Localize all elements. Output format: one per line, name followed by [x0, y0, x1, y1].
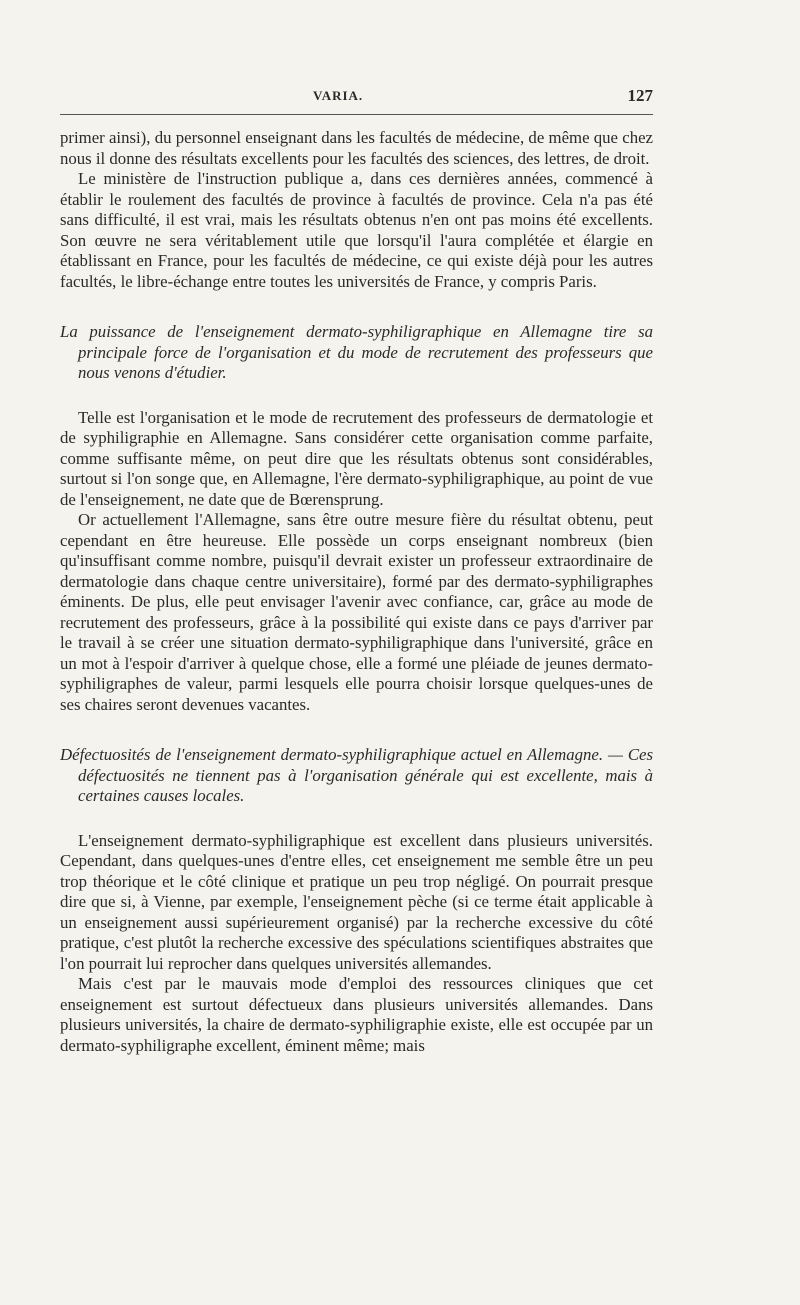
paragraph-1: primer ainsi), du personnel enseignant dans les facultés de médecine, de même que chez nous il donne des résultats excellents pour les facultés des sciences, des lettres, de droit. [60, 128, 653, 168]
page-body [60, 128, 653, 1056]
page-number: 127 [627, 86, 653, 105]
running-head: VARIA. [313, 88, 364, 103]
section-title-2: Défectuosités de l'enseignement dermato-syphiligraphique actuel en Allemagne. — Ces défectuosités ne tiennent pas à l'organisation générale qui est excellente, mais à certaines causes locales. [60, 745, 653, 805]
paragraph-4: Or actuellement l'Allemagne, sans être outre mesure fière du résultat obtenu, peut cependant en être heureuse. Elle possède un corps enseignant nombreux (bien qu'insuffisant comme nombre, puisqu'il devrait exister un professeur extraordinaire de dermatologie dans chaque centre universitaire), formé par des dermato-syphiligraphes éminents. De plus, elle peut envisager l'avenir avec confiance, car, grâce au mode de recrutement des professeurs, grâce à la possibilité qui existe dans ce pays d'arriver par le travail à se créer une situation dermato-syphiligraphique dans l'université, grâce en un mot à l'espoir d'arriver à quelque chose, elle a formé une pléiade de jeunes dermato-syphiligraphes de valeur, parmi lesquels elle pourra choisir lorsque quelques-unes de ses chaires seront devenues vacantes. [60, 510, 653, 714]
page-header [60, 88, 653, 116]
section-title-1: La puissance de l'enseignement dermato-syphiligraphique en Allemagne tire sa principale force de l'organisation et du mode de recrutement des professeurs que nous venons d'étudier. [60, 322, 653, 382]
paragraph-6: Mais c'est par le mauvais mode d'emploi des ressources cliniques que cet enseignement est surtout défectueux dans plusieurs universités allemandes. Dans plusieurs universités, la chaire de dermato-syphiligraphie existe, elle est occupée par un dermato-syphiligraphe excellent, éminent même; mais [60, 974, 653, 1055]
paragraph-5: L'enseignement dermato-syphiligraphique est excellent dans plusieurs universités. Cependant, dans quelques-unes d'entre elles, cet enseignement me semble être un peu trop théorique et le côté clinique et pratique un peu trop négligé. On pourrait presque dire que si, à Vienne, par exemple, l'enseignement pèche (si ce terme était applicable à un enseignement aussi supérieurement organisé) par la recherche excessive du côté pratique, c'est plutôt la recherche excessive des spéculations scientifiques abstraites que l'on pourrait lui reprocher dans quelques universités allemandes. [60, 830, 653, 973]
header-rule [60, 114, 653, 115]
paragraph-3: Telle est l'organisation et le mode de recrutement des professeurs de dermatologie et de syphiligraphie en Allemagne. Sans considérer cette organisation comme parfaite, comme suffisante même, on peut dire que les résultats obtenus sont considérables, surtout si l'on songe que, en Allemagne, l'ère dermato-syphiligraphique, au point de vue de l'enseignement, ne date que de Bœrensprung. [60, 407, 653, 509]
paragraph-2: Le ministère de l'instruction publique a, dans ces dernières années, commencé à établir le roulement des facultés de province à facultés de province. Cela n'a pas été sans difficulté, il est vrai, mais les résultats obtenus n'en ont pas moins été excellents. Son œuvre ne sera véritablement utile que lorsqu'il l'aura complétée et élargie en établissant en France, pour les facultés de médecine, ce qui existe déjà pour les autres facultés, le libre-échange entre toutes les universités de France, y compris Paris. [60, 169, 653, 291]
